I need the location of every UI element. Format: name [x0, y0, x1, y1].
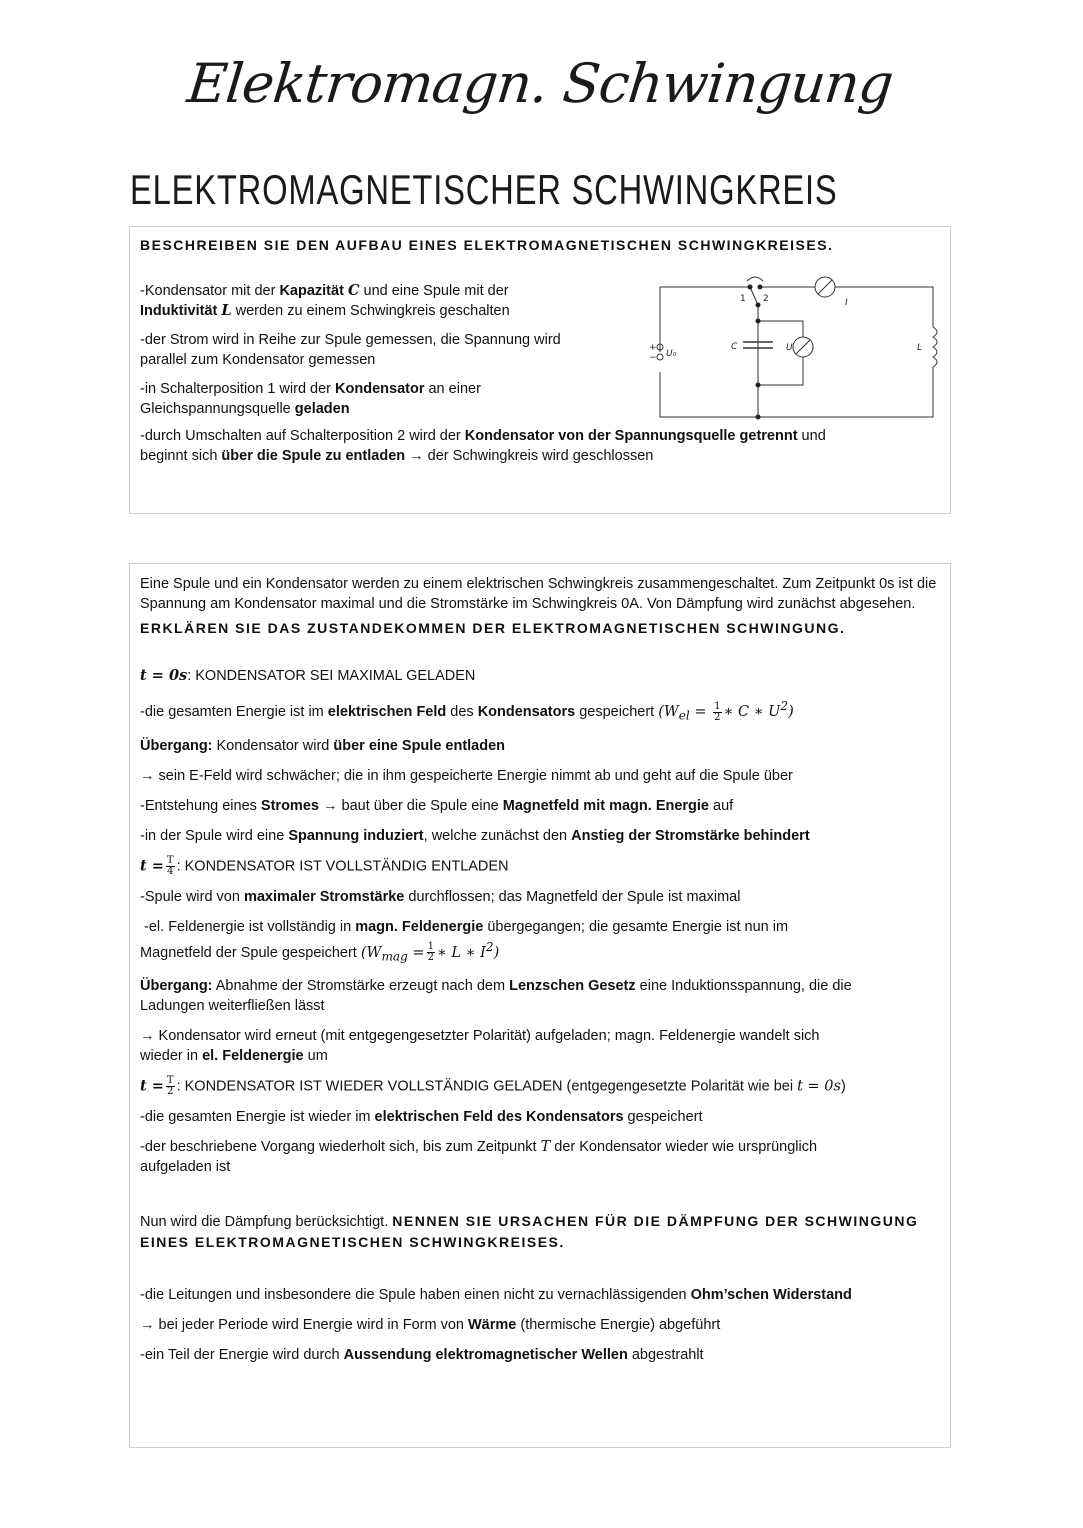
text: -ein Teil der Energie wird durch: [140, 1347, 344, 1364]
ammeter-label: I: [845, 298, 848, 308]
numerator: 1: [714, 700, 721, 712]
bold-text: Magnetfeld mit magn. Energie: [502, 797, 709, 814]
numerator: T: [166, 1075, 174, 1087]
bold-text: Übergang:: [140, 737, 213, 754]
question-daempfung: NENNEN SIE URSACHEN FÜR DIE DÄMPFUNG DER SCHWINGUNG EINES ELEKTROMAGNETISCHEN SCHWINGKREISES.: [140, 1213, 919, 1251]
paragraph: [140, 1026, 940, 1066]
bold-text: Spannung induziert: [288, 827, 424, 844]
text: → sein E-Feld wird schwächer; die in ihm gespeicherte Energie nimmt ab und geht auf die Spule über: [140, 767, 793, 784]
text: : KONDENSATOR IST WIEDER VOLLSTÄNDIG GELADEN (entgegengesetzte Polarität wie bei: [176, 1078, 798, 1095]
text: , welche zunächst den: [423, 827, 572, 844]
coil-symbol: [933, 327, 937, 367]
paragraph: [140, 330, 620, 370]
text: : KONDENSATOR IST VOLLSTÄNDIG ENTLADEN: [176, 858, 509, 875]
paragraph: [140, 796, 940, 816]
circuit-diagram: [649, 267, 955, 427]
schwingung-section: [129, 563, 951, 1448]
bold-text: magn. Feldenergie: [355, 918, 484, 935]
denominator: 4: [167, 865, 174, 877]
paragraph: [140, 426, 940, 466]
math-text: t =: [140, 1077, 164, 1095]
damping-intro: Nun wird die Dämpfung berücksichtigt.: [140, 1214, 393, 1231]
minus-label: −: [649, 353, 657, 363]
text: -in Schalterposition 1 wird der: [140, 381, 336, 397]
numerator: 1: [427, 941, 434, 953]
fraction: [427, 942, 435, 963]
bold-text: elektrischen Feld: [327, 703, 447, 720]
text: → Kondensator wird erneut (mit entgegengesetzter Polarität) aufgeladen; magn. Feldenergie wandelt sich: [140, 1028, 820, 1045]
denominator: 2: [714, 711, 721, 723]
daempfung-answer: [140, 1285, 940, 1365]
bold-text: Übergang:: [140, 978, 213, 995]
paragraph: [140, 976, 940, 1016]
coil-label: L: [917, 343, 923, 353]
switch-pos-1-label: 1: [740, 294, 746, 304]
text: → baut über die Spule eine: [318, 797, 503, 814]
paragraph: [140, 1107, 940, 1127]
text: eine Induktionsspannung, die die: [635, 978, 852, 995]
text: -el. Feldenergie ist vollständig in: [140, 918, 356, 935]
text: gespeichert: [623, 1109, 703, 1126]
bold-text: elektrischen Feld des Kondensators: [374, 1109, 624, 1126]
paragraph: [140, 887, 940, 907]
paragraph: [140, 379, 620, 419]
handwritten-title: Elektromagn. Schwingung: [184, 52, 896, 115]
main-heading: ELEKTROMAGNETISCHER SCHWINGKREIS: [130, 166, 838, 213]
math-text: C: [347, 282, 360, 299]
math-text: (W: [658, 703, 679, 720]
math-text: t = 0s: [797, 1078, 841, 1095]
question-aufbau: BESCHREIBEN SIE DEN AUFBAU EINES ELEKTROMAGNETISCHEN SCHWINGKREISES.: [140, 237, 834, 253]
question-schwingung: ERKLÄREN SIE DAS ZUSTANDEKOMMEN DER ELEKTROMAGNETISCHEN SCHWINGUNG.: [140, 620, 846, 636]
math-text: L: [221, 302, 232, 319]
math-text: t = 0s: [140, 667, 188, 684]
text: -die Leitungen und insbesondere die Spule haben einen nicht zu vernachlässigenden: [140, 1287, 691, 1304]
denominator: 2: [167, 1086, 174, 1098]
fraction: [166, 856, 175, 877]
fraction: [166, 1076, 175, 1097]
text: abgestrahlt: [627, 1347, 704, 1364]
bold-text: Lenzschen Gesetz: [509, 978, 636, 995]
paragraph: [140, 1345, 940, 1365]
text: ): [840, 1078, 846, 1095]
text: -der Strom wird in Reihe zur Spule gemessen, die Spannung wird: [140, 332, 561, 348]
bold-text: Ohm’schen Widerstand: [690, 1287, 852, 1304]
bold-text: maximaler Stromstärke: [243, 888, 405, 905]
math-text: =: [407, 944, 425, 961]
bold-text: Kondensator von der Spannungsquelle getrennt: [464, 428, 798, 444]
text: -Entstehung eines: [140, 797, 261, 814]
text: Ladungen weiterfließen lässt: [140, 998, 325, 1015]
text: werden zu einem Schwingkreis geschalten: [231, 303, 510, 319]
text: -die gesamten Energie ist wieder im: [140, 1109, 375, 1126]
denominator: 2: [427, 952, 434, 964]
paragraph: [140, 917, 940, 967]
math-text: (W: [360, 944, 382, 961]
text: -in der Spule wird eine: [140, 827, 289, 844]
math-text: ): [493, 944, 500, 961]
switch-pos-2-label: 2: [763, 294, 769, 304]
fraction: [713, 702, 721, 723]
text: beginnt sich: [140, 448, 222, 464]
text: -Spule wird von: [140, 888, 244, 905]
damping-task: [140, 1211, 940, 1253]
text: parallel zum Kondensator gemessen: [140, 352, 376, 368]
math-text: el: [678, 708, 690, 723]
text: : KONDENSATOR SEI MAXIMAL GELADEN: [187, 668, 476, 684]
text: und eine Spule mit der: [359, 283, 509, 299]
schwingung-answer: [140, 666, 940, 1177]
paragraph: [140, 1285, 940, 1305]
text: → der Schwingkreis wird geschlossen: [405, 448, 654, 464]
math-text: 2: [485, 939, 494, 954]
paragraph: [140, 856, 940, 877]
text: und: [797, 428, 826, 444]
text: → bei jeder Periode wird Energie wird in Form von: [140, 1317, 468, 1334]
text: (thermische Energie) abgeführt: [516, 1317, 721, 1334]
bold-text: el. Feldenergie: [202, 1048, 304, 1065]
text: der Kondensator wieder wie ursprünglich: [550, 1139, 818, 1156]
bold-text: Induktivität: [140, 303, 222, 319]
plus-label: +: [649, 343, 657, 353]
text: Kondensator wird: [212, 737, 334, 754]
math-text: =: [689, 703, 712, 720]
bold-text: Anstieg der Stromstärke behindert: [571, 827, 810, 844]
task-intro: Eine Spule und ein Kondensator werden zu einem elektrischen Schwingkreis zusammengeschaltet. Zum Zeitpunkt 0s ist die Spannung am Kondensator maximal und die Stromstärke im Schwingkreis 0A. Von Dämpfung wird zunächst abgesehen.: [140, 576, 937, 612]
circuit-wires: [660, 277, 933, 417]
text: -der beschriebene Vorgang wiederholt sich, bis zum Zeitpunkt: [140, 1139, 541, 1156]
text: gespeichert: [575, 703, 659, 720]
bold-text: Aussendung elektromagnetischer Wellen: [343, 1347, 628, 1364]
paragraph: [140, 1076, 940, 1097]
text: Gleichspannungsquelle: [140, 401, 295, 417]
source-label: U₀: [666, 349, 677, 359]
text: -Kondensator mit der: [140, 283, 280, 299]
text: um: [303, 1048, 328, 1065]
bold-text: über eine Spule entladen: [333, 737, 506, 754]
text: des: [446, 703, 478, 720]
bold-text: geladen: [294, 401, 350, 417]
text: Abnahme der Stromstärke erzeugt nach dem: [212, 978, 510, 995]
aufbau-section: [129, 226, 951, 514]
text: auf: [709, 797, 734, 814]
bold-text: Kondensator: [335, 381, 425, 397]
voltmeter-label: U: [786, 343, 793, 353]
math-text: ∗ C ∗ U: [723, 703, 781, 720]
math-text: t =: [140, 857, 164, 875]
text: an einer: [424, 381, 481, 397]
paragraph: [140, 826, 940, 846]
paragraph: [140, 1315, 940, 1335]
bold-text: Stromes: [260, 797, 319, 814]
math-text: ∗ L ∗ I: [436, 944, 486, 961]
text: Magnetfeld der Spule gespeichert: [140, 944, 361, 961]
text: durchflossen; das Magnetfeld der Spule ist maximal: [404, 888, 741, 905]
paragraph: [140, 666, 940, 686]
bold-text: Kondensators: [477, 703, 576, 720]
paragraph: [140, 766, 940, 786]
text: wieder in: [140, 1048, 203, 1065]
math-text: 2: [780, 699, 789, 713]
math-text: mag: [381, 949, 408, 964]
text: aufgeladen ist: [140, 1159, 231, 1176]
capacitor-label: C: [731, 342, 738, 352]
numerator: T: [166, 854, 174, 866]
paragraph: [140, 1137, 940, 1177]
bold-text: über die Spule zu entladen: [221, 448, 406, 464]
paragraph: [140, 281, 620, 321]
text: übergegangen; die gesamte Energie ist nun im: [483, 918, 789, 935]
paragraph: [140, 736, 940, 756]
bold-text: Kapazität: [279, 283, 348, 299]
paragraph: [140, 696, 940, 726]
text: -die gesamten Energie ist im: [140, 703, 328, 720]
bold-text: Wärme: [468, 1317, 517, 1334]
math-text: ): [788, 703, 794, 720]
text: -durch Umschalten auf Schalterposition 2 wird der: [140, 428, 465, 444]
math-text: T: [540, 1139, 551, 1156]
